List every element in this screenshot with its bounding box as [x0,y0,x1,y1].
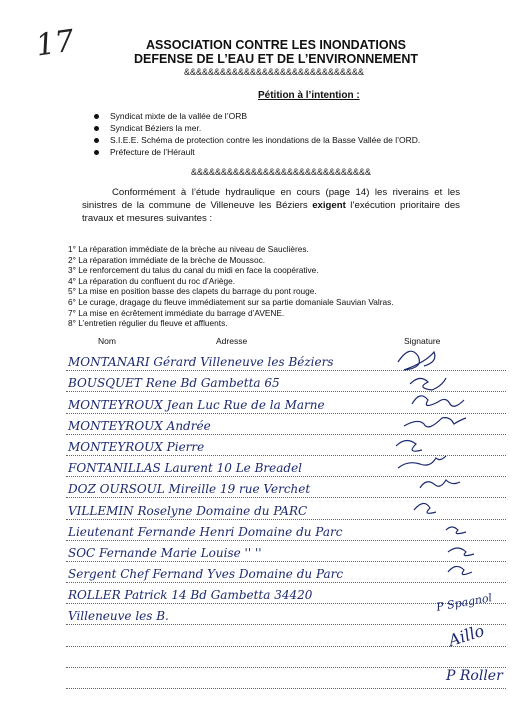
recipient-item: S.I.E.E. Schéma de protection contre les inondations de la Basse Vallée de l’ORD. [92,134,420,146]
separator-middle: &&&&&&&&&&&&&&&&&&&&&&&&&&&&&& [190,167,372,177]
signature-row [66,498,506,519]
intro-text-end: l’exécution prioritaire des travaux et mesures suivantes : [82,200,460,224]
loose-signature: P Spagnol [435,591,494,614]
petition-heading: Pétition à l’intention : [258,90,360,101]
signature-row [66,477,506,498]
loose-signature: Aillo [445,620,487,651]
signatory-entry: Sergent Chef Fernand Yves Domaine du Parc [68,567,344,582]
recipient-item: Syndicat mixte de la vallée de l’ORB [92,110,420,122]
signature-row [66,520,506,541]
separator-top: &&&&&&&&&&&&&&&&&&&&&&&&&&&&&& [183,67,365,77]
signatory-entry: SOC Fernande Marie Louise '' '' [68,545,262,560]
measure-item: 7° La mise en écrêtement immédiate du barrage d’AVENE. [68,307,285,318]
signatory-entry: ROLLER Patrick 14 Bd Gambetta 34420 [68,588,313,603]
recipient-item: Syndicat Béziers la mer. [92,122,420,134]
measure-item: 5° La mise en position basse des clapets du barrage du pont rouge. [68,286,317,297]
intro-emphasis: exigent [312,200,346,211]
signature-table [66,350,506,689]
signature-row [66,562,506,583]
measures-list [68,244,394,329]
signatory-entry: MONTEYROUX Andrée [68,418,211,433]
signatory-entry: Lieutenant Fernande Henri Domaine du Parc [68,524,343,539]
column-header-signature: Signature [404,336,441,346]
signature-row [66,541,506,562]
measure-item: 3° Le renforcement du talus du canal du midi en face la coopérative. [68,265,319,276]
signature-row [66,414,506,435]
signatory-entry: Villeneuve les B. [68,609,169,624]
measure-item: 6° Le curage, dragage du fleuve immédiatement sur sa partie domaniale Sauvian Valras. [68,296,394,307]
signature-row [66,668,506,689]
signature-row [66,456,506,477]
signature-row [66,435,506,456]
signature-row [66,392,506,413]
signatory-entry: BOUSQUET Rene Bd Gambetta 65 [68,376,280,391]
signature-row [66,350,506,371]
measure-item: 1° La réparation immédiate de la brèche au niveau de Sauclières. [68,244,309,254]
column-header-name: Nom [98,336,116,346]
recipient-item: Préfecture de l’Hérault [92,146,420,158]
signatory-entry: VILLEMIN Roselyne Domaine du PARC [68,503,308,518]
signature-row [66,625,506,646]
column-header-address: Adresse [216,336,248,346]
recipient-list [92,110,420,158]
measure-item: 8° L’entretien régulier du fleuve et affluents. [68,318,228,329]
signatory-entry: MONTEYROUX Jean Luc Rue de la Marne [68,397,325,412]
measure-item: 2° La réparation immédiate de la brèche de Moussoc. [68,254,266,265]
title-defense: DEFENSE DE L’EAU ET DE L’ENVIRONNEMENT [133,52,419,66]
intro-paragraph [82,186,460,225]
loose-signature: P Roller [446,668,503,684]
signatory-entry: FONTANILLAS Laurent 10 Le Breadel [68,461,303,476]
title-association: ASSOCIATION CONTRE LES INONDATIONS [146,38,406,52]
signature-row [66,371,506,392]
signatory-entry: MONTEYROUX Pierre [68,439,205,454]
intro-text-start: Conformément à l’étude hydraulique en cours (page 14) les riverains et les sinistres de la commune de Villeneuve les Béziers [82,187,460,211]
page-number: 17 [33,23,77,64]
signature-row [66,647,506,668]
signatory-entry: DOZ OURSOUL Mireille 19 rue Verchet [68,482,311,497]
measure-item: 4° La réparation du confluent du roc d’Ariège. [68,275,236,286]
signatory-entry: MONTANARI Gérard Villeneuve les Béziers [68,355,334,370]
